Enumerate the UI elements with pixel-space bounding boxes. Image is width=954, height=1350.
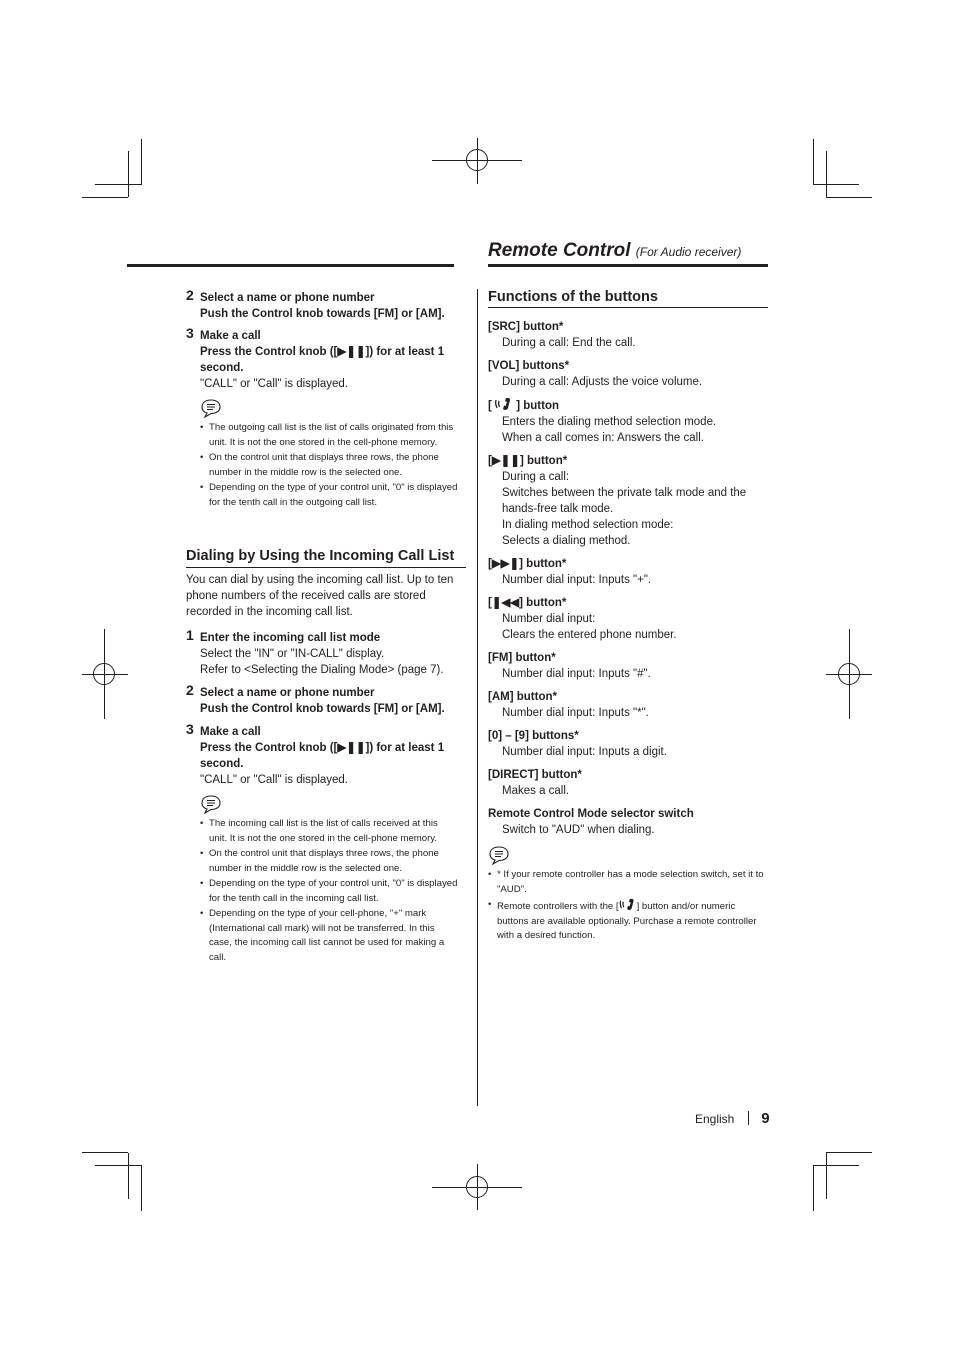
step-instruction: Push the Control knob towards [FM] or [AM]. bbox=[200, 703, 445, 715]
header-rule-left bbox=[127, 264, 454, 267]
step-instruction: Refer to <Selecting the Dialing Mode> (page 7). bbox=[200, 664, 444, 676]
header-rule-right bbox=[488, 264, 768, 267]
function-item bbox=[488, 650, 768, 682]
step bbox=[186, 721, 466, 788]
function-desc: During a call: Adjusts the voice volume. bbox=[502, 376, 703, 388]
step-result: "CALL" or "Call" is displayed. bbox=[200, 378, 349, 390]
function-desc: Number dial input: bbox=[502, 613, 596, 625]
function-label: [▶❚❚] button* bbox=[488, 455, 568, 467]
step-number: 1 bbox=[186, 627, 194, 643]
section-intro: You can dial by using the incoming call list. Up to ten phone numbers of the received calls are stored recorded in the incoming call list. bbox=[186, 574, 454, 618]
function-item bbox=[488, 397, 768, 446]
step bbox=[186, 287, 466, 322]
function-item bbox=[488, 689, 768, 721]
function-item bbox=[488, 806, 768, 838]
step-title: Make a call bbox=[200, 726, 261, 738]
function-desc: When a call comes in: Answers the call. bbox=[502, 432, 704, 444]
function-desc: Switches between the private talk mode and the hands-free talk mode. bbox=[502, 487, 747, 515]
section-rule bbox=[488, 307, 768, 308]
step-instruction: Press the Control knob ([▶❚❚]) for at least 1 bbox=[200, 346, 445, 358]
footer bbox=[695, 1110, 770, 1128]
step bbox=[186, 627, 466, 678]
note-item: • The outgoing call list is the list of calls originated from this unit. It is not the one stored in the cell-phone memory. bbox=[200, 421, 458, 450]
function-desc: Selects a dialing method. bbox=[502, 535, 631, 547]
function-item bbox=[488, 358, 768, 390]
note-item: • On the control unit that displays three rows, the phone number in the middle row is the selected one. bbox=[200, 451, 458, 480]
note-item: • Depending on the type of your cell-phone, "+" mark (International call mark) will not be transferred. In this case, the incoming call list cannot be used for making a call. bbox=[200, 907, 458, 965]
step bbox=[186, 325, 466, 392]
page-title bbox=[488, 240, 741, 262]
footer-separator bbox=[748, 1111, 749, 1125]
step-instruction: second. bbox=[200, 362, 244, 374]
function-label: [DIRECT] button* bbox=[488, 769, 582, 781]
note-item: • On the control unit that displays three rows, the phone number in the middle row is the selected one. bbox=[200, 847, 458, 876]
function-label: [VOL] buttons* bbox=[488, 360, 570, 372]
section-rule bbox=[186, 567, 466, 568]
note-item: • Remote controllers with the [ ] button and/or numeric buttons are available optionally. Purchase a remote controller with a desired function. bbox=[488, 898, 764, 944]
function-desc: During a call: End the call. bbox=[502, 337, 636, 349]
function-item bbox=[488, 453, 768, 549]
function-desc: Switch to "AUD" when dialing. bbox=[502, 824, 655, 836]
function-label: [AM] button* bbox=[488, 691, 557, 703]
note-icon bbox=[488, 845, 510, 865]
note-item: • Depending on the type of your control unit, "0" is displayed for the tenth call in the outgoing call list. bbox=[200, 481, 458, 510]
note-item: • Depending on the type of your control unit, "0" is displayed for the tenth call in the incoming call list. bbox=[200, 877, 458, 906]
function-item bbox=[488, 319, 768, 351]
title-subtitle: (For Audio receiver) bbox=[635, 245, 742, 259]
step-instruction: second. bbox=[200, 758, 244, 770]
title-main: Remote Control bbox=[488, 240, 631, 261]
function-item bbox=[488, 767, 768, 799]
function-desc: Clears the entered phone number. bbox=[502, 629, 677, 641]
left-column bbox=[186, 287, 466, 511]
function-label: [ ] button bbox=[488, 397, 768, 414]
phone-handsfree-icon bbox=[619, 898, 637, 911]
note-icon bbox=[200, 398, 222, 418]
step-instruction: Press the Control knob ([▶❚❚]) for at least 1 bbox=[200, 742, 445, 754]
step-number: 3 bbox=[186, 721, 194, 737]
footer-language: English bbox=[695, 1112, 735, 1126]
section-heading: Functions of the buttons bbox=[488, 289, 658, 305]
function-desc: Makes a call. bbox=[502, 785, 570, 797]
step-result: "CALL" or "Call" is displayed. bbox=[200, 774, 349, 786]
function-item bbox=[488, 556, 768, 588]
note-item: • * If your remote controller has a mode selection switch, set it to "AUD". bbox=[488, 868, 764, 897]
notes-block bbox=[186, 794, 466, 965]
notes-block bbox=[488, 845, 768, 944]
step bbox=[186, 682, 466, 717]
note-icon bbox=[200, 794, 222, 814]
function-item bbox=[488, 595, 768, 643]
function-desc: Enters the dialing method selection mode. bbox=[502, 416, 717, 428]
function-label: [FM] button* bbox=[488, 652, 556, 664]
function-label: [0] – [9] buttons* bbox=[488, 730, 579, 742]
function-desc: During a call: bbox=[502, 471, 570, 483]
function-label: [SRC] button* bbox=[488, 321, 564, 333]
function-label: [▶▶❚] button* bbox=[488, 558, 567, 570]
function-desc: Number dial input: Inputs "+". bbox=[502, 574, 652, 586]
step-number: 3 bbox=[186, 325, 194, 341]
step-title: Make a call bbox=[200, 330, 261, 342]
step-number: 2 bbox=[186, 287, 194, 303]
column-divider bbox=[477, 289, 478, 1106]
function-desc: In dialing method selection mode: bbox=[502, 519, 674, 531]
note-item: • The incoming call list is the list of calls received at this unit. It is not the one stored in the cell-phone memory. bbox=[200, 817, 458, 846]
section-heading: Dialing by Using the Incoming Call List bbox=[186, 548, 455, 564]
step-title: Enter the incoming call list mode bbox=[200, 632, 381, 644]
right-column bbox=[488, 287, 768, 945]
page-number: 9 bbox=[761, 1110, 770, 1127]
function-desc: Number dial input: Inputs "#". bbox=[502, 668, 651, 680]
notes-block bbox=[186, 398, 466, 510]
step-instruction: Push the Control knob towards [FM] or [AM]. bbox=[200, 308, 445, 320]
step-number: 2 bbox=[186, 682, 194, 698]
function-desc: Number dial input: Inputs a digit. bbox=[502, 746, 667, 758]
function-item bbox=[488, 728, 768, 760]
step-title: Select a name or phone number bbox=[200, 687, 375, 699]
function-desc: Number dial input: Inputs "*". bbox=[502, 707, 649, 719]
step-title: Select a name or phone number bbox=[200, 292, 375, 304]
function-label: [❚◀◀] button* bbox=[488, 597, 567, 609]
incoming-call-section bbox=[186, 546, 466, 966]
step-instruction: Select the "IN" or "IN-CALL" display. bbox=[200, 648, 385, 660]
function-label: Remote Control Mode selector switch bbox=[488, 808, 694, 820]
phone-handsfree-icon bbox=[495, 397, 513, 411]
